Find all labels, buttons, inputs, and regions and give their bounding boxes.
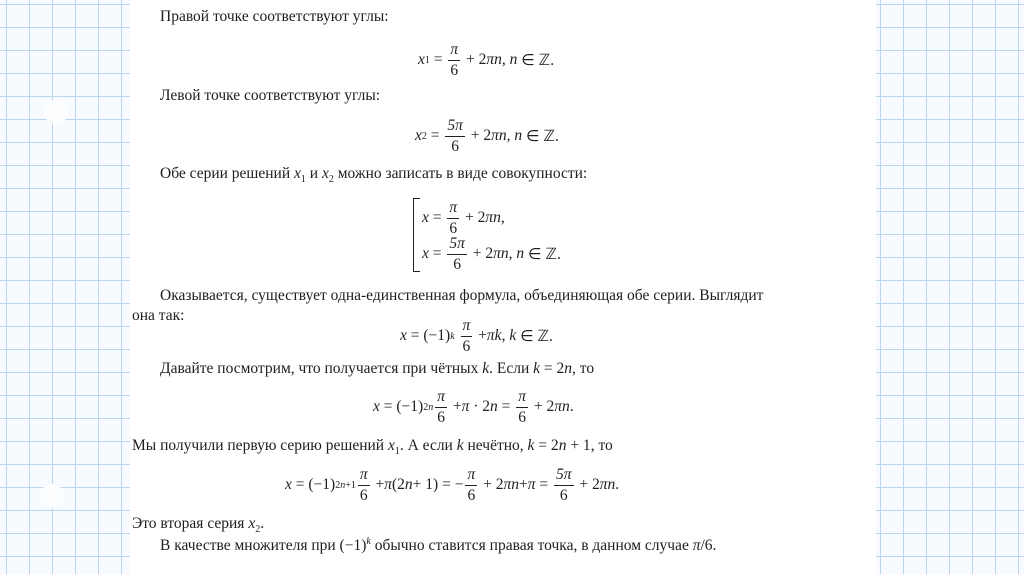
text-both-series-b: можно записать в виде совокупности: [333,165,588,182]
text-right-point-label: Правой точке соответствуют углы: [160,8,389,25]
text-even-k: Давайте посмотрим, что получается при чётных k. Если k = 2n, то [160,360,595,377]
textbook-page [130,0,876,574]
formula-odd: x = (−1) 2n+1 $\frac{\pi}{6}$ + π (2 n + 1) = − $\frac{\pi}{6}$ + 2 πn + π = $\frac{5\pi}{6}$ + 2 πn . [285,466,620,504]
text-single-formula [160,287,763,305]
text-multiplier-b: обычно ставится правая точка, в данном случае [370,537,693,555]
text-left-point [160,87,380,105]
text-even-k-b: . Если [489,360,534,377]
text-multiplier-a: В качестве множителя при [160,537,340,555]
formula-even: x = (−1) 2n $\frac{\pi}{6}$ + π · 2 n = $\frac{\pi}{6}$ + 2 πn . [373,388,574,426]
text-even-k-c: , то [572,360,595,377]
formula-system-row2: x = $\frac{5\pi}{6}$ + 2 πn , n ∈ ℤ. [422,235,561,273]
text-odd-k-d: , то [590,437,613,454]
text-right-point [160,8,389,26]
glare-dot-top [44,100,68,124]
text-left-point-label: Левой точке соответствуют углы: [160,87,381,104]
text-odd-k-c: нечётно, [463,437,528,454]
text-even-k-a: Давайте посмотрим, что получается при чётных [160,360,483,377]
text-odd-k: Мы получили первую серию решений $x_1$. А если k нечётно, k = 2n + 1, то [132,437,613,458]
text-both-series-a: Обе серии решений [160,165,294,182]
text-looks-like [132,307,184,325]
system-bracket [413,198,420,272]
glare-dot-bottom [40,484,64,508]
text-second-series-a: Это вторая серия [132,515,249,532]
text-both-series: Обе серии решений $x_1$ и $x_2$ можно записать в виде совокупности: [160,165,588,186]
formula-x2: x 2 = $\frac{5\pi}{6}$ + 2 πn , n ∈ ℤ. [415,117,559,155]
text-single-formula-label: Оказывается, существует одна-единственная формула, объединяющая обе серии. Выглядит [160,287,764,304]
text-multiplier: В качестве множителя при $(-1)^k$ обычно ставится правая точка, в данном случае π/6. [160,536,717,555]
formula-general: x = (−1) k $\frac{\pi}{6}$ + πk , k ∈ ℤ. [400,317,553,355]
formula-x1: x 1 = $\frac{\pi}{6}$ + 2 πn , n ∈ ℤ. [418,41,555,79]
text-second-series: Это вторая серия $x_2$. [132,515,265,536]
text-looks-like-label: она так: [132,307,185,324]
text-odd-k-b: . А если [399,437,457,454]
text-odd-k-a: Мы получили первую серию решений [132,437,388,454]
formula-system-row1: x = $\frac{\pi}{6}$ + 2 πn , [422,199,505,237]
